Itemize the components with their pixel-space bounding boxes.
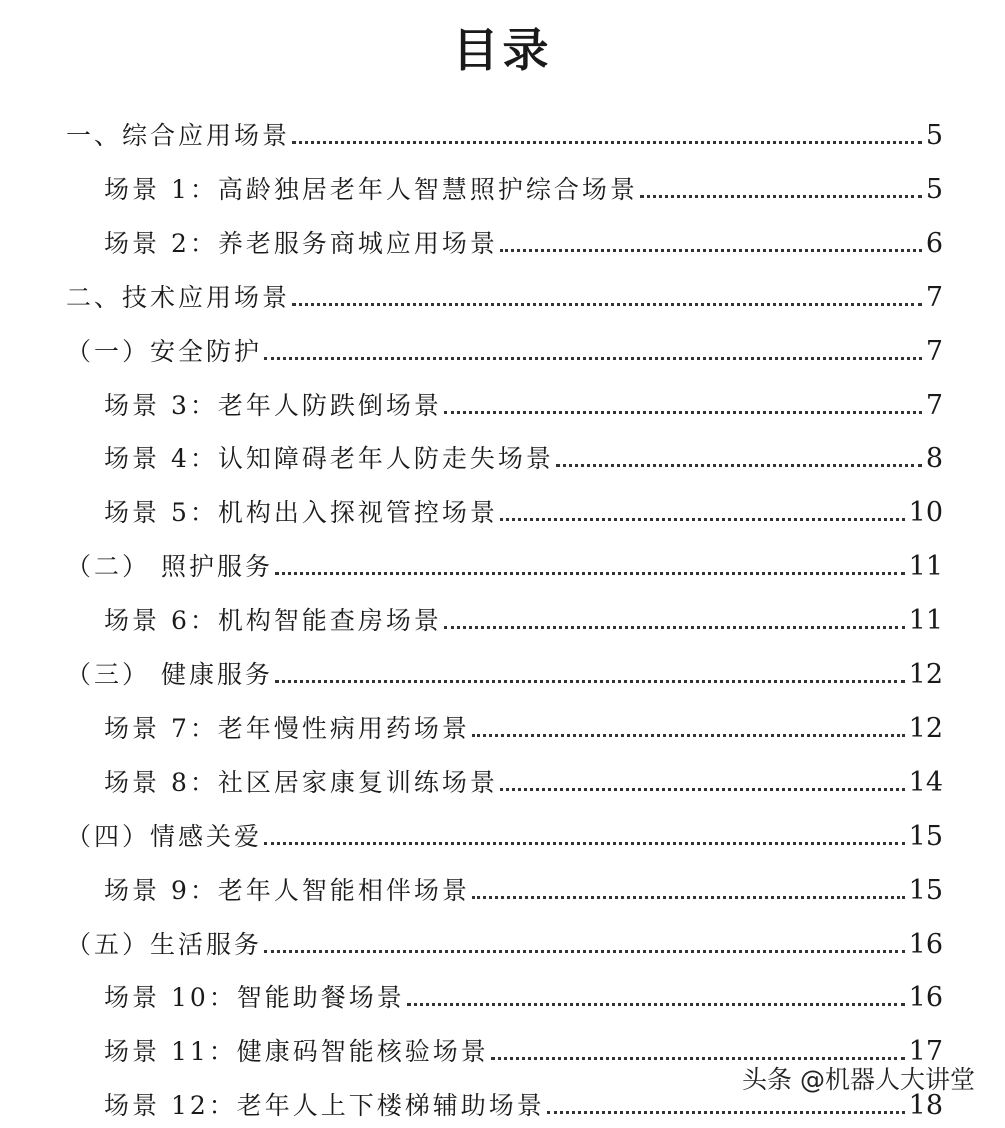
- toc-page-number: 17: [908, 1036, 943, 1068]
- toc-entry[interactable]: [104, 173, 943, 205]
- toc-entry[interactable]: [66, 122, 943, 150]
- toc-page-number: 10: [908, 497, 943, 529]
- toc-entry[interactable]: [66, 820, 943, 852]
- toc-page-number: 11: [908, 605, 943, 637]
- toc-entry[interactable]: [104, 874, 943, 906]
- toc-page-number: 7: [925, 281, 943, 313]
- toc-entry-label: 二、技术应用场景: [66, 282, 291, 312]
- toc-page-number: 18: [908, 1090, 943, 1122]
- toc-page-number: 8: [925, 443, 943, 475]
- toc-entry-label: 场景 2：养老服务商城应用场景: [104, 228, 498, 258]
- toc-page-number: 7: [925, 389, 943, 421]
- toc-entry[interactable]: [104, 499, 943, 527]
- toc-entry-label: 场景 9：老年人智能相伴场景: [104, 875, 470, 905]
- dot-leader: [491, 1057, 905, 1060]
- toc-entry-label: 场景 11：健康码智能核验场景: [104, 1037, 489, 1067]
- toc-entry[interactable]: [104, 227, 943, 259]
- toc-entry-label: 场景 10：智能助餐场景: [104, 983, 405, 1013]
- toc-entry-label: 场景 5：机构出入探视管控场景: [104, 498, 498, 528]
- toc-entry[interactable]: [66, 281, 943, 313]
- dot-leader: [556, 464, 922, 467]
- dot-leader: [275, 680, 905, 683]
- toc-entry-label: 场景 6：机构智能查房场景: [104, 606, 442, 636]
- toc-entry-label: （一）安全防护: [66, 336, 263, 366]
- toc-entry-label: 场景 7：老年慢性病用药场景: [104, 713, 470, 743]
- toc-entry-label: 场景 1：高龄独居老年人智慧照护综合场景: [104, 174, 638, 204]
- toc-page-number: 14: [908, 766, 943, 798]
- page-title: 目录: [452, 23, 553, 77]
- toc-entry-label: 场景 3：老年人防跌倒场景: [104, 390, 442, 420]
- dot-leader: [500, 788, 905, 791]
- dot-leader: [472, 734, 905, 737]
- toc-page-number: 12: [908, 712, 943, 744]
- toc-page-number: 15: [908, 874, 943, 906]
- dot-leader: [264, 950, 905, 953]
- toc-entry-label: （四）情感关爱: [66, 821, 263, 851]
- dot-leader: [264, 842, 905, 845]
- toc-entry-label: （二） 照护服务: [66, 552, 273, 582]
- watermark: 头条 @机器人大讲堂: [742, 1065, 975, 1094]
- toc-entry[interactable]: [104, 984, 943, 1012]
- toc-entry[interactable]: [104, 607, 943, 635]
- toc-entry[interactable]: [104, 1092, 943, 1120]
- toc-page-number: 5: [925, 173, 943, 205]
- toc-entry[interactable]: [104, 712, 943, 744]
- dot-leader: [547, 1111, 905, 1114]
- toc-page-number: 5: [925, 120, 943, 151]
- toc-entry[interactable]: [104, 766, 943, 798]
- dot-leader: [275, 572, 905, 575]
- toc-page-number: 12: [908, 659, 943, 690]
- toc-entry-label: 场景 4：认知障碍老年人防走失场景: [104, 444, 554, 474]
- dot-leader: [500, 249, 922, 252]
- toc-page-number: 16: [908, 928, 943, 960]
- dot-leader: [472, 896, 905, 899]
- dot-leader: [292, 141, 922, 144]
- toc-entry-label: 场景 12：老年人上下楼梯辅助场景: [104, 1091, 545, 1121]
- dot-leader: [264, 357, 922, 360]
- toc-entry-label: 一、综合应用场景: [66, 121, 291, 150]
- toc-entry[interactable]: [66, 928, 943, 960]
- toc-entry[interactable]: [66, 553, 943, 581]
- dot-leader: [407, 1003, 905, 1006]
- toc-page-number: 6: [925, 227, 943, 259]
- toc-page-number: 7: [925, 335, 943, 367]
- toc-entry[interactable]: [66, 335, 943, 367]
- toc-entry[interactable]: [104, 445, 943, 473]
- toc-entry-label: （五）生活服务: [66, 929, 263, 959]
- toc-entry[interactable]: [66, 661, 943, 689]
- toc-entry[interactable]: [104, 1038, 943, 1066]
- toc-entry-label: 场景 8：社区居家康复训练场景: [104, 767, 498, 797]
- toc-page-number: 15: [908, 820, 943, 852]
- toc-page-number: 16: [908, 982, 943, 1014]
- dot-leader: [444, 411, 922, 414]
- dot-leader: [500, 518, 905, 521]
- dot-leader: [444, 626, 905, 629]
- toc-entry-label: （三） 健康服务: [66, 660, 273, 689]
- dot-leader: [292, 303, 922, 306]
- dot-leader: [640, 195, 922, 198]
- toc-entry[interactable]: [104, 389, 943, 421]
- toc-page-number: 11: [908, 551, 943, 583]
